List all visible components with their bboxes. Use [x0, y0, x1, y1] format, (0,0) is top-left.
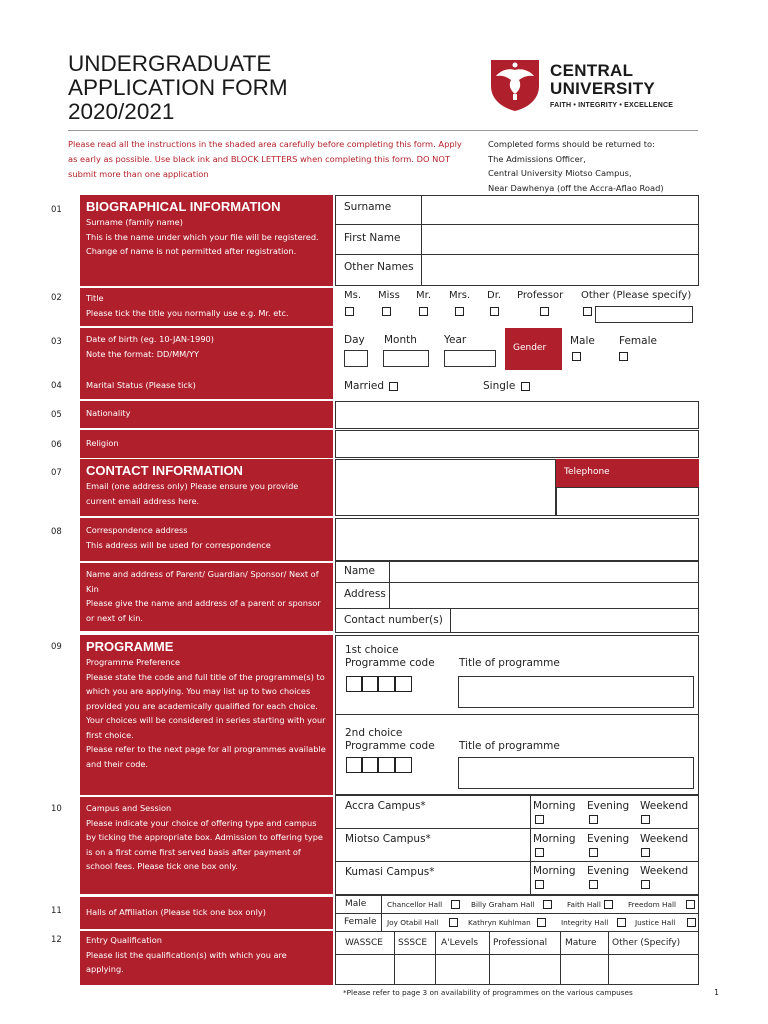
university-crest-icon: [487, 56, 543, 112]
other-names-input[interactable]: [421, 254, 699, 286]
session-evening-label: Evening: [587, 800, 630, 812]
qual-mature-label: Mature: [565, 938, 597, 948]
section-02-panel: Title Please tick the title you normally use e.g. Mr. etc.: [80, 288, 333, 326]
instructions-text: Please read all the instructions in the shaded area carefully before completing this form. Apply as early as possible. Use black ink and BLOCK LETTERS when completing this form. DO NOT submit more than one application: [68, 139, 462, 179]
kin-name-label: Name: [344, 565, 375, 577]
section-instructions: Email (one address only) Please ensure you provide current email address here.: [86, 481, 299, 506]
dob-month-input[interactable]: [383, 350, 429, 367]
justice-hall-checkbox[interactable]: [687, 918, 696, 927]
kumasi-evening-checkbox[interactable]: [589, 880, 598, 889]
gender-male-checkbox[interactable]: [572, 352, 581, 361]
section-01-panel: [80, 195, 333, 286]
title-ms-label: Ms.: [344, 290, 362, 301]
miotso-weekend-checkbox[interactable]: [641, 848, 650, 857]
billy-graham-hall-label: Billy Graham Hall: [471, 900, 535, 909]
second-code-digit[interactable]: [395, 757, 412, 773]
miotso-campus-label: Miotso Campus*: [345, 833, 431, 845]
first-name-label: First Name: [344, 232, 401, 244]
accra-morning-checkbox[interactable]: [535, 815, 544, 824]
first-code-digit[interactable]: [395, 676, 412, 692]
section-number: 02: [51, 293, 62, 303]
session-morning-label: Morning: [533, 865, 576, 877]
kathryn-kuhlman-hall-label: Kathryn Kuhlman: [468, 918, 531, 927]
hall-female-label: Female: [344, 917, 377, 927]
footer-note: *Please refer to page 3 on availability of programmes on the various campuses: [343, 988, 633, 997]
section-number: 10: [51, 804, 62, 814]
section-05-panel: Nationality: [80, 401, 333, 428]
religion-input[interactable]: [335, 430, 699, 458]
kin-address-input[interactable]: [389, 582, 699, 609]
first-programme-title-input[interactable]: [458, 676, 694, 708]
session-weekend-label: Weekend: [640, 833, 689, 845]
billy-graham-hall-checkbox[interactable]: [543, 900, 552, 909]
kin-contact-input[interactable]: [450, 608, 699, 633]
return-line: Central University Miotso Campus,: [488, 168, 632, 178]
correspondence-address-input[interactable]: [335, 518, 699, 561]
logo-line-1: CENTRAL: [550, 61, 634, 80]
email-input[interactable]: [335, 459, 556, 516]
section-number: 07: [51, 468, 62, 478]
title-line-3: 2020/2021: [68, 99, 175, 124]
session-evening-label: Evening: [587, 865, 630, 877]
title-other-checkbox[interactable]: [583, 307, 592, 316]
section-number: 04: [51, 381, 62, 391]
return-line: The Admissions Officer,: [488, 153, 586, 164]
title-professor-checkbox[interactable]: [540, 307, 549, 316]
return-line: Near Dawhenya (off the Accra-Aflao Road): [488, 182, 664, 193]
return-line: Completed forms should be returned to:: [488, 139, 655, 149]
session-weekend-label: Weekend: [640, 865, 689, 877]
logo-tagline: FAITH • INTEGRITY • EXCELLENCE: [550, 102, 674, 109]
kumasi-campus-label: Kumasi Campus*: [345, 866, 435, 878]
title-mr-checkbox[interactable]: [419, 307, 428, 316]
university-logo-text: [550, 62, 673, 109]
session-evening-label: Evening: [587, 833, 630, 845]
section-12-panel: Entry Qualification Please list the qualification(s) with which you are applying.: [80, 931, 333, 985]
section-06-panel: Religion: [80, 430, 333, 458]
surname-input[interactable]: [421, 195, 699, 225]
joy-otabil-hall-checkbox[interactable]: [449, 918, 458, 927]
second-programme-title-input[interactable]: [458, 757, 694, 789]
return-address: [488, 137, 718, 195]
kumasi-weekend-checkbox[interactable]: [641, 880, 650, 889]
other-names-label: Other Names: [344, 261, 414, 273]
hall-male-label: Male: [345, 899, 367, 909]
chancellor-hall-checkbox[interactable]: [451, 900, 460, 909]
second-choice-label: 2nd choice: [345, 727, 403, 739]
qual-other-label: Other (Specify): [612, 938, 681, 948]
section-08-panel: Correspondence address This address will be used for correspondence: [80, 518, 333, 561]
chancellor-hall-label: Chancellor Hall: [387, 900, 443, 909]
accra-campus-label: Accra Campus*: [345, 800, 426, 812]
title-miss-checkbox[interactable]: [382, 307, 391, 316]
section-number: 03: [51, 337, 62, 347]
integrity-hall-label: Integrity Hall: [561, 918, 609, 927]
title-miss-label: Miss: [378, 290, 400, 301]
session-morning-label: Morning: [533, 800, 576, 812]
dob-year-label: Year: [444, 334, 467, 346]
title-dr-checkbox[interactable]: [490, 307, 499, 316]
section-number: 06: [51, 440, 62, 450]
freedom-hall-label: Freedom Hall: [628, 900, 677, 909]
accra-evening-checkbox[interactable]: [589, 815, 598, 824]
section-10-panel: Campus and Session Please indicate your choice of offering type and campus by ticking the appropriate box. Admission to offering type is on a first come first served basis after payment of school fees. Please tick one box only.: [80, 797, 333, 894]
section-07-panel: [80, 459, 333, 516]
section-number: 09: [51, 642, 62, 652]
nationality-input[interactable]: [335, 401, 699, 429]
title-other-label: Other (Please specify): [581, 290, 692, 301]
first-code-digit[interactable]: [361, 676, 378, 692]
page-number: 1: [714, 988, 720, 997]
first-name-input[interactable]: [421, 224, 699, 255]
kin-name-input[interactable]: [389, 561, 699, 583]
faith-hall-label: Faith Hall: [567, 900, 601, 909]
title-line-2: APPLICATION FORM: [68, 75, 288, 100]
qual-sssce-label: SSSCE: [398, 938, 428, 948]
next-of-kin-panel: Name and address of Parent/ Guardian/ Sponsor/ Next of Kin Please give the name and address of a parent or sponsor or next of kin.: [80, 563, 333, 631]
marital-married-checkbox[interactable]: [389, 382, 398, 391]
title-dr-label: Dr.: [487, 290, 502, 301]
joy-otabil-hall-label: Joy Otabil Hall: [387, 918, 439, 927]
marital-single-checkbox[interactable]: [521, 382, 530, 391]
kathryn-kuhlman-hall-checkbox[interactable]: [537, 918, 546, 927]
section-04-panel: Marital Status (Please tick): [80, 374, 333, 399]
section-number: 11: [51, 906, 62, 916]
first-code-digit[interactable]: [378, 676, 395, 692]
justice-hall-label: Justice Hall: [635, 918, 676, 927]
session-weekend-label: Weekend: [640, 800, 689, 812]
section-instructions: Surname (family name) This is the name under which your file will be registered. Change of name is not permitted after registration.: [86, 217, 319, 256]
second-title-label: Title of programme: [459, 740, 560, 752]
title-line-1: UNDERGRADUATE: [68, 51, 272, 76]
logo-line-2: UNIVERSITY: [550, 79, 656, 98]
header-divider: [68, 130, 698, 131]
form-title: [68, 52, 428, 124]
marital-single-label: Single: [483, 380, 516, 392]
title-mr-label: Mr.: [416, 290, 431, 301]
kin-contact-label: Contact number(s): [344, 614, 443, 626]
surname-label: Surname: [344, 201, 392, 213]
first-choice-label: 1st choice: [345, 644, 399, 656]
section-instructions: Programme Preference Please state the code and full title of the programme(s) to which you are applying. You may list up to two choices provided you are academically qualified for each choice. Your choices will be considered in series starting with your first choice. Please refer to the next page for all programmes available and their code.: [86, 657, 326, 769]
session-morning-label: Morning: [533, 833, 576, 845]
miotso-morning-checkbox[interactable]: [535, 848, 544, 857]
dob-day-input[interactable]: [344, 350, 368, 367]
section-09-panel: [80, 635, 333, 795]
gender-male-label: Male: [570, 335, 595, 347]
kumasi-morning-checkbox[interactable]: [535, 880, 544, 889]
section-11-panel: Halls of Affiliation (Please tick one box only): [80, 897, 333, 929]
gender-label: Gender: [513, 343, 547, 353]
section-title: CONTACT INFORMATION: [86, 463, 243, 478]
integrity-hall-checkbox[interactable]: [617, 918, 626, 927]
first-title-label: Title of programme: [459, 657, 560, 669]
telephone-input[interactable]: [556, 487, 699, 516]
gender-female-checkbox[interactable]: [619, 352, 628, 361]
second-code-digit[interactable]: [378, 757, 395, 773]
title-ms-checkbox[interactable]: [345, 307, 354, 316]
dob-month-label: Month: [384, 334, 417, 346]
qual-professional-label: Professional: [493, 938, 548, 948]
dob-year-input[interactable]: [444, 350, 496, 367]
dob-day-label: Day: [344, 334, 365, 346]
section-number: 01: [51, 205, 62, 215]
section-number: 08: [51, 527, 62, 537]
freedom-hall-checkbox[interactable]: [686, 900, 695, 909]
title-mrs-label: Mrs.: [449, 290, 471, 301]
section-number: 12: [51, 935, 62, 945]
second-code-digit[interactable]: [361, 757, 378, 773]
second-code-label: Programme code: [345, 740, 435, 752]
section-title: PROGRAMME: [86, 639, 174, 654]
kin-address-label: Address: [344, 588, 386, 600]
faith-hall-checkbox[interactable]: [604, 900, 613, 909]
qual-wassce-label: WASSCE: [345, 938, 383, 948]
gender-label-cell: [505, 328, 562, 370]
gender-female-label: Female: [619, 335, 657, 347]
telephone-label: Telephone: [564, 467, 610, 477]
title-professor-label: Professor: [517, 290, 564, 301]
section-title: BIOGRAPHICAL INFORMATION: [86, 199, 281, 214]
first-code-label: Programme code: [345, 657, 435, 669]
accra-weekend-checkbox[interactable]: [641, 815, 650, 824]
section-number: 05: [51, 410, 62, 420]
miotso-evening-checkbox[interactable]: [589, 848, 598, 857]
marital-married-label: Married: [344, 380, 384, 392]
section-03-panel: Date of birth (eg. 10-JAN-1990) Note the format: DD/MM/YY: [80, 328, 333, 374]
title-mrs-checkbox[interactable]: [455, 307, 464, 316]
telephone-label-cell: [556, 459, 699, 488]
title-other-input[interactable]: [595, 306, 693, 323]
qual-alevels-label: A'Levels: [441, 938, 479, 948]
